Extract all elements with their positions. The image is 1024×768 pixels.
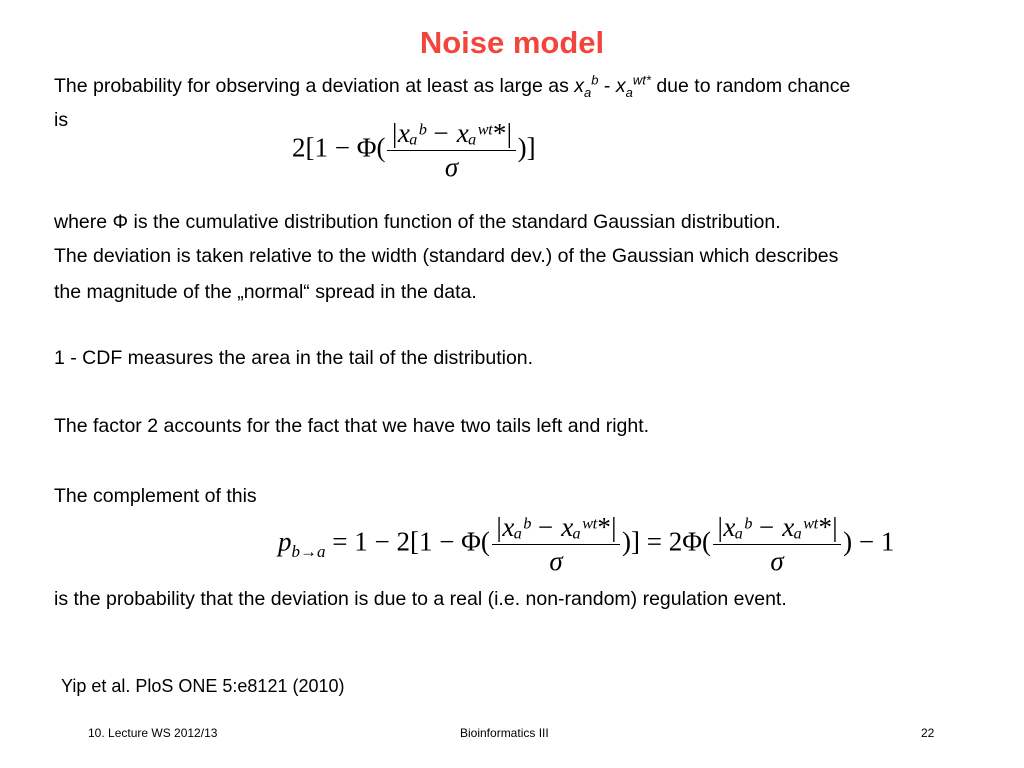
equation1-suffix: )] (517, 132, 536, 163)
intro-suffix: due to random chance (650, 75, 851, 97)
equation2-numerator: |xₐᵇ − xₐʷᵗ*| (713, 512, 841, 545)
equation1-prefix: 2[1 − Φ( (292, 132, 386, 163)
subscript-a: a (584, 84, 592, 100)
equation2-fraction-1 (492, 512, 620, 577)
intro-line (54, 74, 850, 98)
x-symbol: x (574, 75, 585, 97)
equation2-subscript: b→a (291, 542, 326, 562)
slide-title: Noise model (419, 25, 605, 60)
paragraph-where: where Φ is the cumulative distribution function of the standard Gaussian distribution. (54, 211, 781, 233)
equation2-numerator: |xₐᵇ − xₐʷᵗ*| (492, 512, 620, 545)
equation2-fraction-2 (713, 512, 841, 577)
footer-page-number: 22 (921, 726, 935, 740)
x-symbol: x (615, 75, 626, 97)
paragraph-factor: The factor 2 accounts for the fact that we have two tails left and right. (54, 415, 650, 437)
paragraph-deviation-line2: the magnitude of the „normal“ spread in the data. (54, 281, 477, 303)
paragraph-cdf: 1 - CDF measures the area in the tail of the distribution. (54, 347, 534, 369)
equation1-numerator: |xₐᵇ − xₐʷᵗ*| (387, 118, 515, 151)
equation2-p: p (278, 526, 292, 557)
equation2-part3: ) − 1 (843, 526, 895, 557)
equation1-fraction (387, 118, 515, 183)
equation1-denominator: σ (444, 152, 459, 182)
equation2-part1: = 1 − 2[1 − Φ( (325, 526, 490, 557)
footer-lecture: 10. Lecture WS 2012/13 (88, 726, 218, 740)
superscript-wt: wt* (632, 72, 651, 88)
superscript-b: b (591, 72, 599, 88)
equation2-denominator: σ (770, 546, 784, 576)
equation-two-tailed-probability (292, 118, 536, 183)
intro-prefix: The probability for observing a deviation at least as large as (54, 75, 575, 97)
intro-line-2: is (54, 109, 69, 131)
equation2-part2: )] = 2Φ( (622, 526, 711, 557)
paragraph-deviation-line1: The deviation is taken relative to the width (standard dev.) of the Gaussian which describes (54, 245, 839, 267)
citation: Yip et al. PloS ONE 5:e8121 (2010) (61, 676, 345, 696)
equation2-denominator: σ (549, 546, 563, 576)
subscript-a: a (625, 84, 633, 100)
minus-sign: - (598, 75, 616, 97)
paragraph-complement: The complement of this (54, 485, 257, 507)
equation-regulation-probability (278, 512, 894, 577)
paragraph-conclusion: is the probability that the deviation is due to a real (i.e. non-random) regulation event. (54, 588, 787, 610)
footer-course: Bioinformatics III (460, 726, 549, 740)
